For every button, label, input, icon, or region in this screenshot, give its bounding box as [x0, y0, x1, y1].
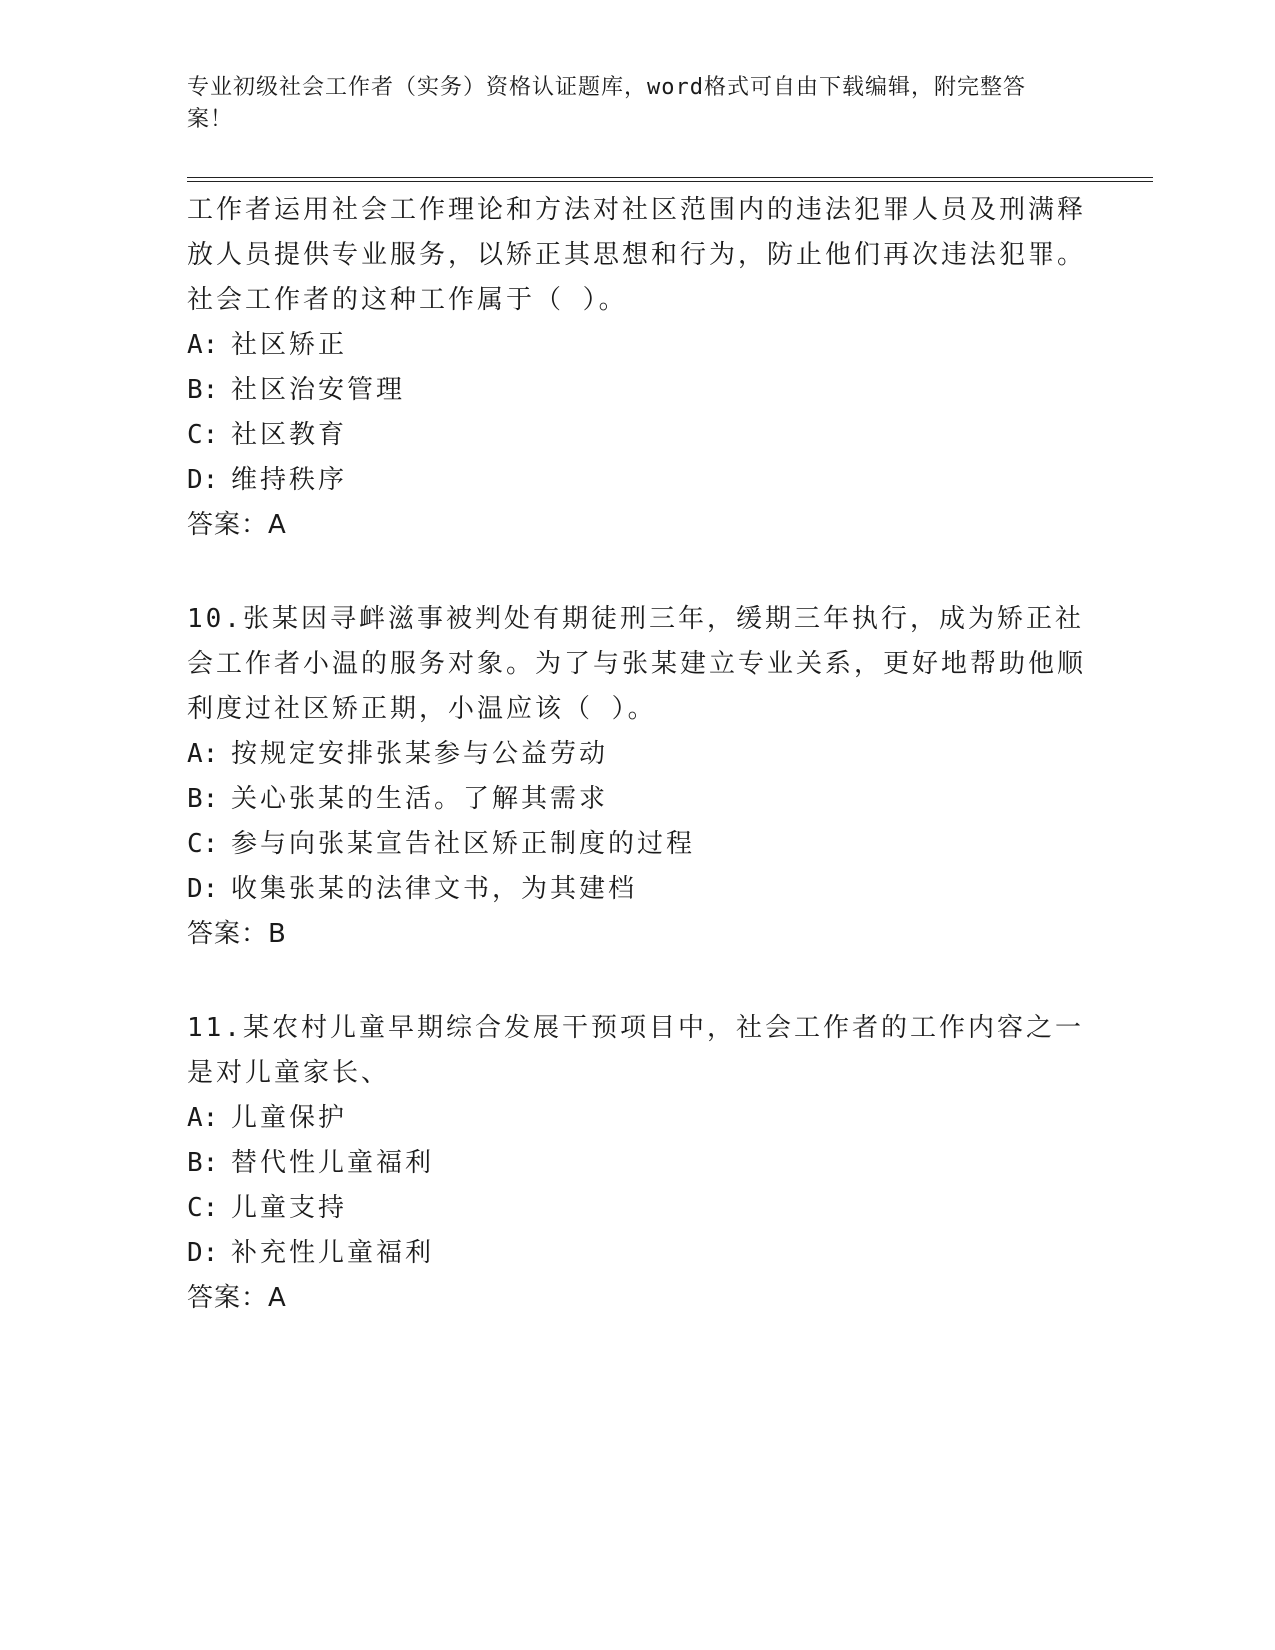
option-text: 维持秩序 — [231, 465, 348, 495]
question-text: 工作者运用社会工作理论和方法对社区范围内的违法犯罪人员及刑满释放人员提供专业服务，以矫正其思想和行为，防止他们再次违法犯罪。社会工作者的这种工作属于（ ）。 — [187, 195, 1087, 315]
option-letter: B: — [187, 1148, 219, 1178]
question-text: 10.张某因寻衅滋事被判处有期徒刑三年，缓期三年执行，成为矫正社会工作者小温的服务对象。为了与张某建立专业关系，更好地帮助他顺利度过社区矫正期，小温应该（ ）。 — [187, 604, 1087, 724]
question-text: 11.某农村儿童早期综合发展干预项目中，社会工作者的工作内容之一是对儿童家长、 — [187, 1013, 1084, 1088]
option-text: 替代性儿童福利 — [231, 1148, 435, 1178]
option-b — [187, 1141, 1087, 1186]
option-c — [187, 822, 1087, 867]
option-letter: B: — [187, 784, 219, 814]
option-letter: A: — [187, 330, 219, 360]
option-text: 收集张某的法律文书，为其建档 — [231, 874, 638, 904]
option-d — [187, 458, 1087, 503]
option-letter: D: — [187, 465, 219, 495]
option-c — [187, 1186, 1087, 1231]
option-text: 关心张某的生活。了解其需求 — [231, 784, 609, 814]
question-block — [187, 597, 1087, 957]
option-text: 社区治安管理 — [231, 375, 406, 405]
answer-line: 答案：A — [187, 510, 287, 540]
option-text: 参与向张某宣告社区矫正制度的过程 — [231, 829, 696, 859]
option-letter: C: — [187, 1193, 219, 1223]
option-letter: A: — [187, 1103, 219, 1133]
answer-line: 答案：B — [187, 919, 287, 949]
option-letter: C: — [187, 420, 219, 450]
header-divider-bottom — [187, 181, 1153, 182]
question-block — [187, 188, 1087, 548]
option-c — [187, 413, 1087, 458]
document-header: 专业初级社会工作者（实务）资格认证题库，word格式可自由下载编辑，附完整答案！ — [187, 75, 1026, 132]
option-b — [187, 777, 1087, 822]
option-letter: A: — [187, 739, 219, 769]
option-text: 社区矫正 — [231, 330, 348, 360]
option-b — [187, 368, 1087, 413]
option-letter: D: — [187, 1238, 219, 1268]
option-d — [187, 1231, 1087, 1276]
option-letter: D: — [187, 874, 219, 904]
option-letter: B: — [187, 375, 219, 405]
answer-line: 答案：A — [187, 1283, 287, 1313]
option-a — [187, 1096, 1087, 1141]
option-text: 补充性儿童福利 — [231, 1238, 435, 1268]
option-letter: C: — [187, 829, 219, 859]
question-block — [187, 1006, 1087, 1321]
option-text: 按规定安排张某参与公益劳动 — [231, 739, 609, 769]
option-a — [187, 732, 1087, 777]
option-text: 社区教育 — [231, 420, 348, 450]
option-text: 儿童支持 — [231, 1193, 348, 1223]
header-divider-top — [187, 177, 1153, 178]
option-a — [187, 323, 1087, 368]
option-d — [187, 867, 1087, 912]
option-text: 儿童保护 — [231, 1103, 348, 1133]
